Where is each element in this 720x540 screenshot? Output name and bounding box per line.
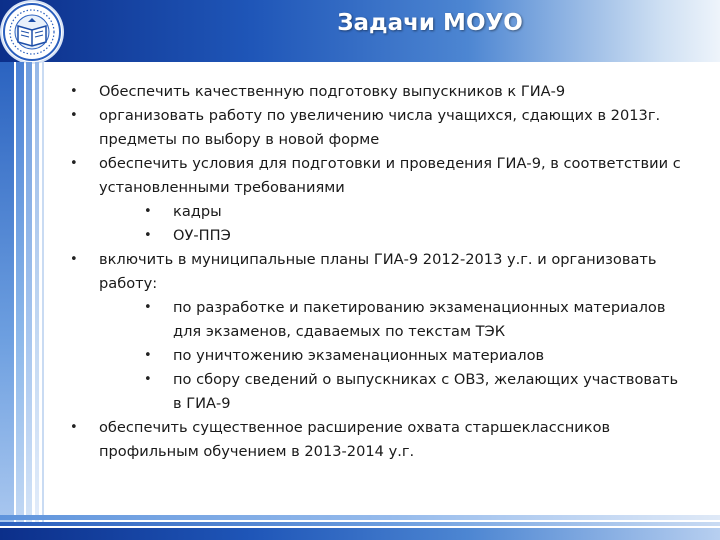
bullet: •: [70, 84, 78, 99]
footer-stripe: [0, 522, 720, 526]
bullet: •: [144, 204, 152, 219]
book-emblem-icon: [2, 2, 62, 62]
list-item-text: ОУ-ППЭ: [173, 227, 231, 244]
list-item-text: обеспечить существенное расширение охвата старшеклассников профильным обучением в 2013-2014 у.г.: [99, 419, 611, 460]
bullet: •: [70, 252, 78, 267]
list-item-text: по уничтожению экзаменационных материалов: [173, 347, 545, 364]
list-item: [66, 296, 686, 344]
list-item-text: по сбору сведений о выпускниках с ОВЗ, желающих участвовать в ГИА-9: [173, 371, 679, 412]
list-item: [66, 152, 686, 200]
list-item-text: кадры: [173, 203, 222, 220]
list-item-text: Обеспечить качественную подготовку выпускников к ГИА-9: [99, 83, 566, 100]
task-list: [66, 80, 686, 464]
list-item: [66, 368, 686, 416]
bullet: •: [144, 228, 152, 243]
bullet: •: [70, 420, 78, 435]
bullet: •: [70, 108, 78, 123]
decor-bar: [26, 62, 32, 522]
bullet: •: [144, 372, 152, 387]
list-item: [66, 80, 686, 104]
decor-bar: [16, 62, 24, 522]
bullet: •: [70, 156, 78, 171]
list-item: [66, 344, 686, 368]
bullet: •: [144, 348, 152, 363]
list-item: [66, 104, 686, 152]
list-item-text: обеспечить условия для подготовки и проведения ГИА-9, в соответствии с установленными требованиями: [99, 155, 681, 196]
list-item-text: организовать работу по увеличению числа учащихся, сдающих в 2013г. предметы по выбору в новой форме: [99, 107, 661, 148]
bullet: •: [144, 300, 152, 315]
decor-bar: [35, 62, 39, 522]
footer-stripe: [0, 515, 720, 520]
list-item: [66, 200, 686, 224]
list-item-text: по разработке и пакетированию экзаменационных материалов для экзаменов, сдаваемых по текстам ТЭК: [173, 299, 666, 340]
slide-title: Задачи МОУО: [337, 10, 523, 36]
list-item-text: включить в муниципальные планы ГИА-9 2012-2013 у.г. и организовать работу:: [99, 251, 657, 292]
list-item: [66, 248, 686, 296]
list-item: [66, 416, 686, 464]
list-item: [66, 224, 686, 248]
footer-stripe: [0, 528, 720, 540]
decor-bar: [42, 62, 44, 522]
decor-bar: [0, 62, 14, 522]
